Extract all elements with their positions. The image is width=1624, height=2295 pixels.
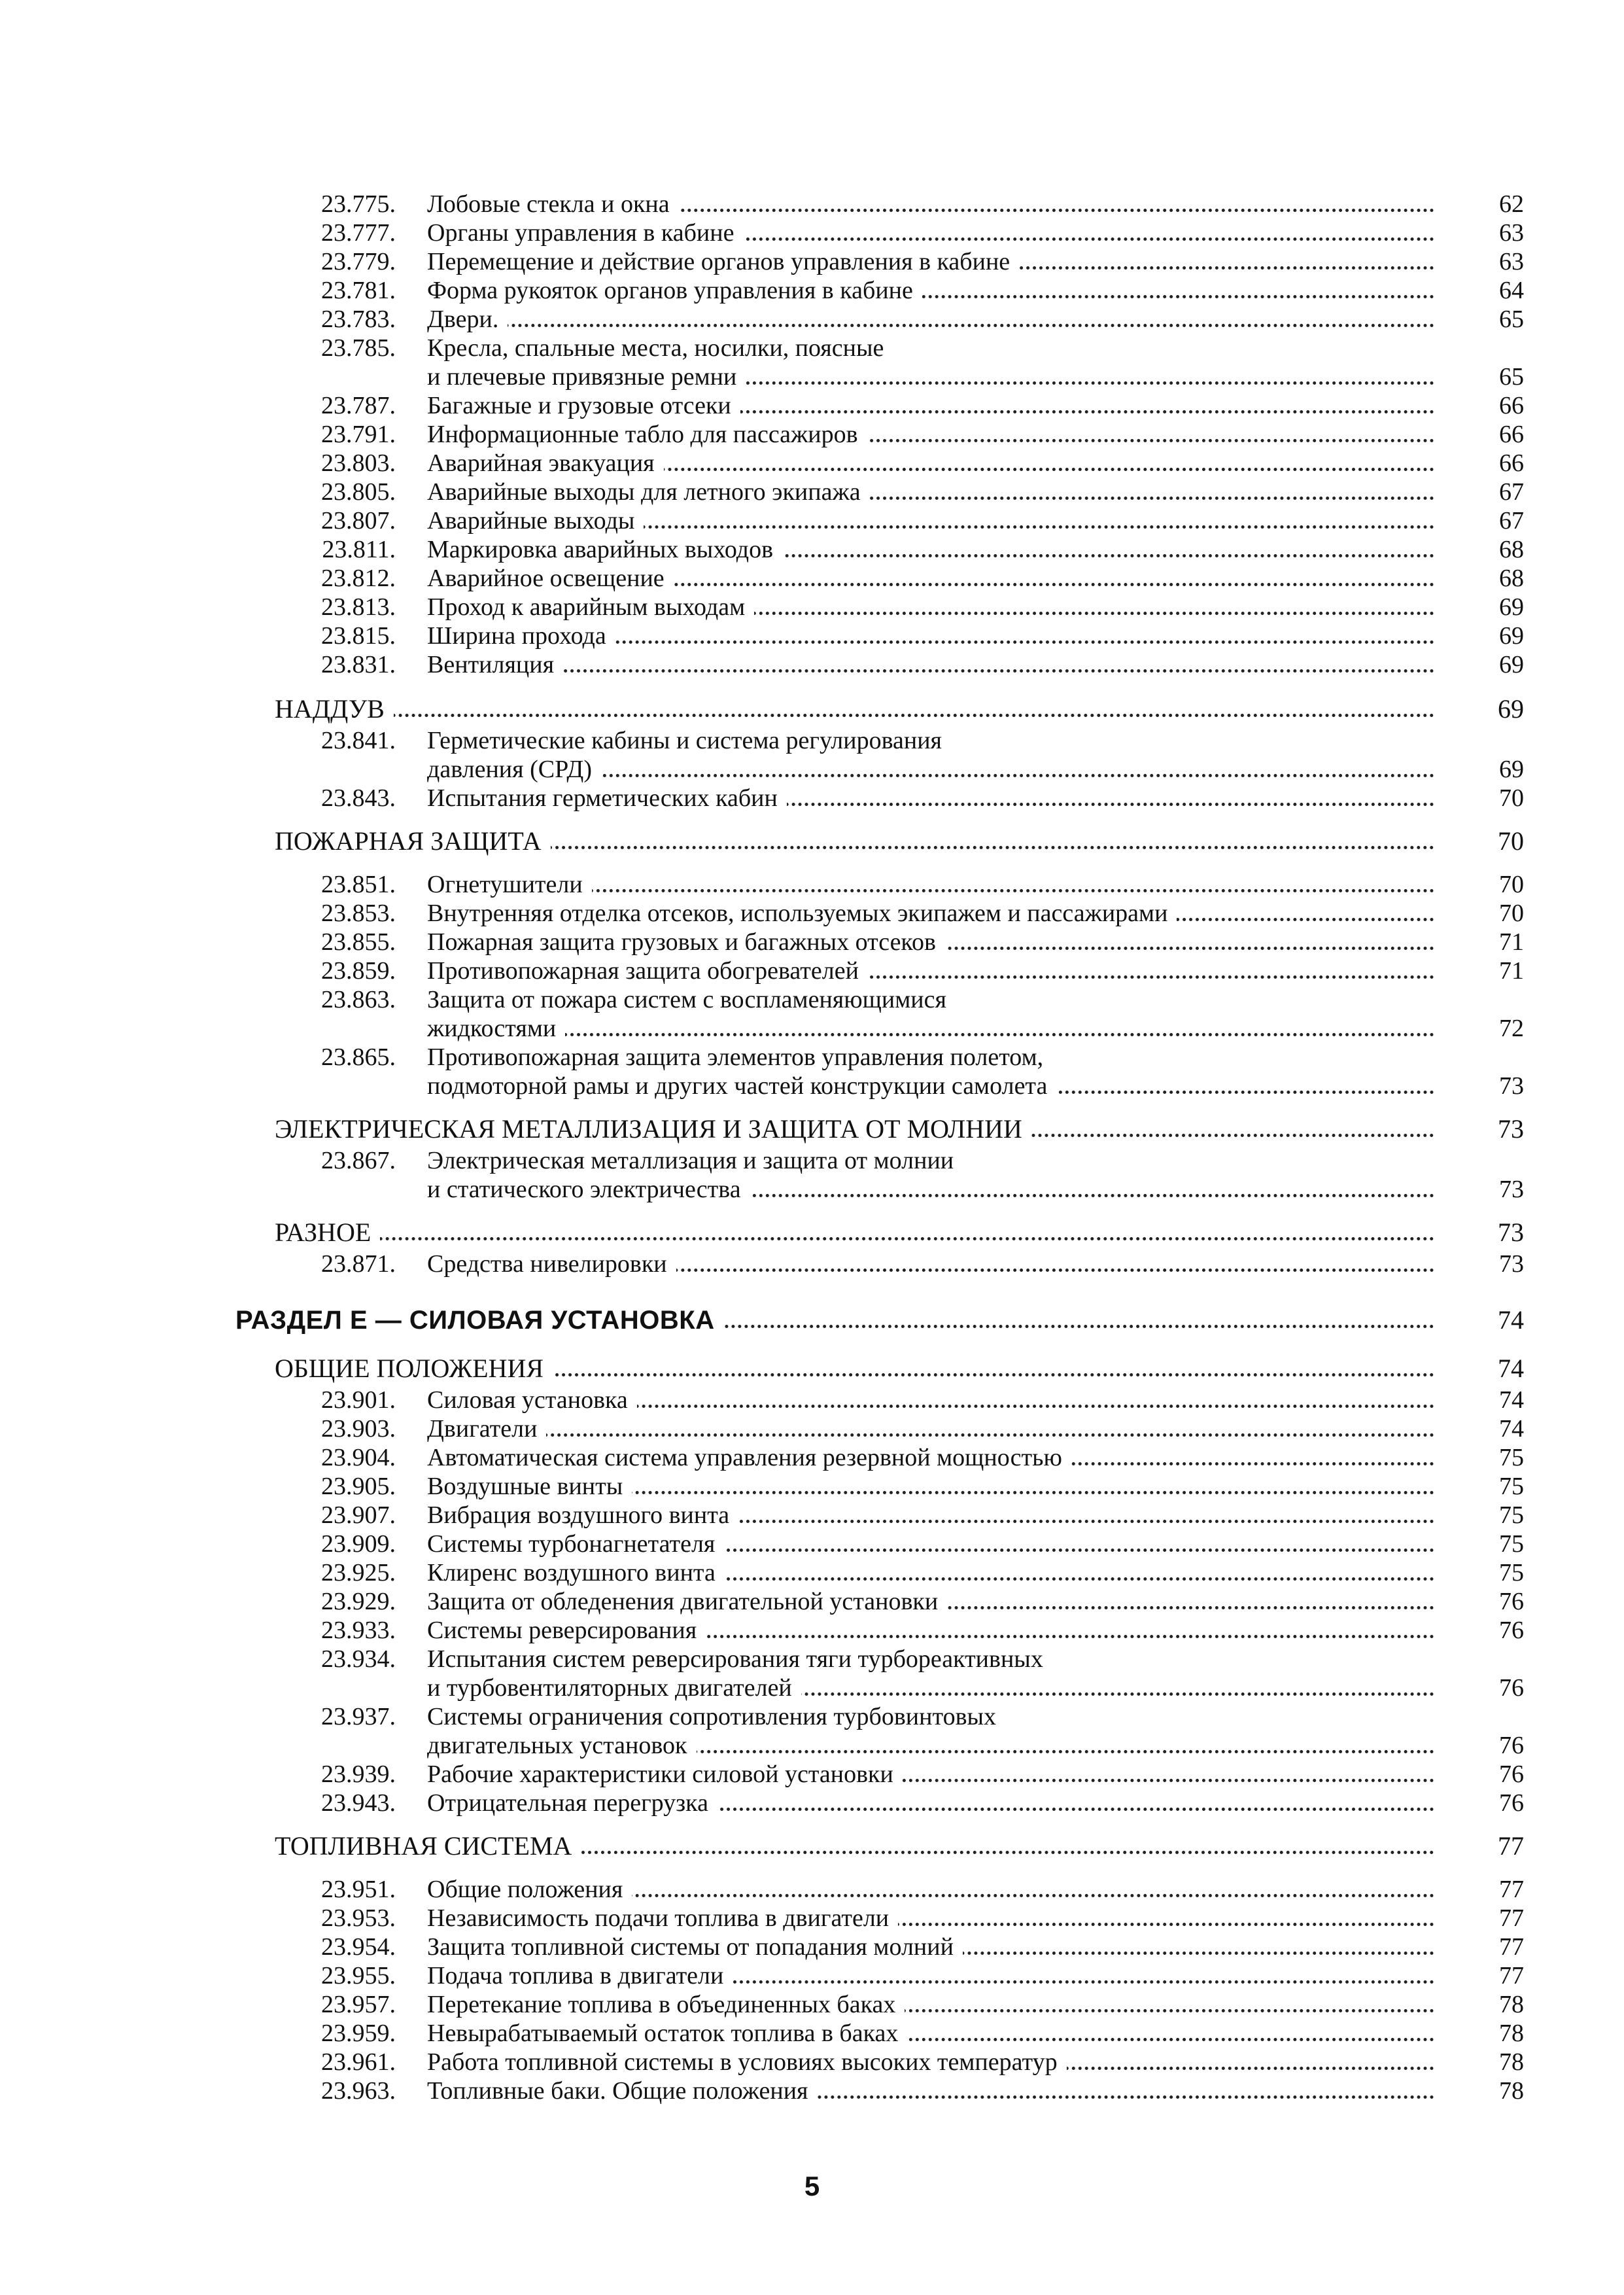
toc-page-number: 63 — [1499, 248, 1524, 275]
toc-page-number: 69 — [1498, 694, 1524, 724]
toc-entry-number: 23.957. — [321, 1991, 396, 2018]
toc-page-number: 77 — [1498, 1831, 1524, 1861]
dot-leader — [427, 1033, 1434, 1036]
toc-entry-title: Лобовые стекла и окна — [427, 190, 1434, 219]
toc-page-number: 75 — [1499, 1530, 1524, 1558]
toc-page-number: 72 — [1499, 1015, 1524, 1042]
toc-entry-title: Клиренс воздушного винта — [427, 1558, 1434, 1587]
toc-entry-number: 23.843. — [321, 784, 396, 812]
toc-page-number: 74 — [1499, 1386, 1524, 1414]
toc-page-number: 75 — [1499, 1444, 1524, 1471]
toc-entry-title: Общие положения — [427, 1875, 1434, 1904]
toc-page-number: 69 — [1499, 622, 1524, 650]
toc-entry-title: Вентиляция — [427, 650, 1434, 679]
toc-page-number: 68 — [1499, 565, 1524, 592]
toc-entry-title: ТОПЛИВНАЯ СИСТЕМА — [275, 1832, 1434, 1861]
toc-page-number: 76 — [1499, 1732, 1524, 1759]
toc-entry-title: Перемещение и действие органов управления в кабине — [427, 247, 1434, 276]
toc-entry-number: 23.907. — [321, 1501, 396, 1529]
toc-entry-number: 23.785. — [321, 334, 396, 362]
toc-entry-number: 23.831. — [321, 651, 396, 678]
toc-entry-number: 23.775. — [321, 190, 396, 218]
toc-entry-title: Системы ограничения сопротивления турбовинтовых — [427, 1702, 1434, 1731]
dot-leader — [427, 669, 1434, 673]
toc-entry-title: Вибрация воздушного винта — [427, 1501, 1434, 1530]
toc-page-number: 76 — [1499, 1617, 1524, 1644]
toc-page-number: 71 — [1499, 957, 1524, 985]
toc-entry-title: Проход к аварийным выходам — [427, 593, 1434, 622]
toc-page-number: 71 — [1499, 928, 1524, 956]
toc-entry-title: Герметические кабины и система регулирования — [427, 726, 1434, 755]
toc-page-number: 69 — [1499, 756, 1524, 783]
toc-entry-title: РАЗДЕЛ Е — СИЛОВАЯ УСТАНОВКА — [235, 1306, 1434, 1335]
toc-entry-number: 23.951. — [321, 1876, 396, 1903]
toc-entry-number: 23.937. — [321, 1703, 396, 1730]
toc-page-number: 78 — [1499, 1991, 1524, 2018]
toc-entry-title: ОБЩИЕ ПОЛОЖЕНИЯ — [275, 1354, 1434, 1383]
toc-page-number: 73 — [1499, 1250, 1524, 1278]
toc-entry-number: 23.909. — [321, 1530, 396, 1558]
toc-page-number: 73 — [1498, 1218, 1524, 1247]
toc-page-number: 76 — [1499, 1761, 1524, 1788]
toc-page-number: 76 — [1499, 1588, 1524, 1615]
toc-entry-number: 23.783. — [321, 306, 396, 333]
toc-entry-title: Двери. — [427, 305, 1434, 334]
toc-entry-number: 23.939. — [321, 1761, 396, 1788]
toc-entry-title: Ширина прохода — [427, 622, 1434, 650]
toc-entry-number: 23.781. — [321, 277, 396, 304]
toc-entry-number: 23.955. — [321, 1962, 396, 1989]
toc-entry-number: 23.851. — [321, 871, 396, 898]
toc-page-number: 76 — [1499, 1789, 1524, 1817]
toc-entry-title: Пожарная защита грузовых и багажных отсеков — [427, 928, 1434, 956]
toc-page-number: 74 — [1498, 1354, 1524, 1383]
toc-entry-number: 23.933. — [321, 1617, 396, 1644]
toc-page-number: 74 — [1499, 1415, 1524, 1443]
page-number: 5 — [804, 2171, 820, 2201]
toc-entry-title: Испытания систем реверсирования тяги турбореактивных — [427, 1645, 1434, 1673]
toc-entry-number: 23.811. — [322, 536, 396, 563]
toc-entry-title: Отрицательная перегрузка — [427, 1789, 1434, 1817]
toc-entry-number: 23.813. — [321, 593, 396, 621]
toc-page-number: 70 — [1498, 826, 1524, 856]
toc-entry-title: Системы реверсирования — [427, 1616, 1434, 1645]
dot-leader — [427, 324, 1434, 327]
toc-page-number: 77 — [1499, 1876, 1524, 1903]
toc-page-number: 63 — [1499, 219, 1524, 247]
toc-page-number: 73 — [1499, 1072, 1524, 1100]
toc-entry-title: Аварийные выходы для летного экипажа — [427, 478, 1434, 506]
toc-page-number: 66 — [1499, 392, 1524, 419]
toc-entry-title: Огнетушители — [427, 870, 1434, 899]
toc-entry-number: 23.905. — [321, 1473, 396, 1500]
toc-entry-title: Багажные и грузовые отсеки — [427, 391, 1434, 420]
toc-entry-title: Аварийные выходы — [427, 506, 1434, 535]
toc-page-number: 67 — [1499, 478, 1524, 506]
toc-entry-title: Форма рукояток органов управления в кабине — [427, 276, 1434, 305]
toc-page-number: 66 — [1499, 421, 1524, 448]
toc-entry-title: и плечевые привязные ремни — [427, 362, 1434, 391]
toc-entry-number: 23.803. — [321, 449, 396, 477]
toc-entry-number: 23.863. — [321, 986, 396, 1013]
toc-entry-title: Независимость подачи топлива в двигатели — [427, 1904, 1434, 1933]
toc-page-number: 73 — [1498, 1114, 1524, 1144]
toc-entry-number: 23.815. — [321, 622, 396, 650]
toc-page-number: 68 — [1499, 536, 1524, 563]
toc-entry-title: двигательных установок — [427, 1731, 1434, 1760]
toc-entry-number: 23.904. — [321, 1444, 396, 1471]
toc-entry-number: 23.777. — [321, 219, 396, 247]
toc-entry-number: 23.871. — [321, 1250, 396, 1278]
toc-entry-title: Защита от пожара систем с воспламеняющимися — [427, 985, 1434, 1014]
toc-entry-number: 23.807. — [321, 507, 396, 534]
toc-page-number: 69 — [1499, 593, 1524, 621]
toc-page-number: 77 — [1499, 1962, 1524, 1989]
toc-entry-title: Подача топлива в двигатели — [427, 1961, 1434, 1990]
toc-page-number: 66 — [1499, 449, 1524, 477]
toc-entry-title: Системы турбонагнетателя — [427, 1530, 1434, 1558]
toc-entry-title: Топливные баки. Общие положения — [427, 2076, 1434, 2105]
toc-entry-title: Воздушные винты — [427, 1472, 1434, 1501]
toc-page-number: 65 — [1499, 306, 1524, 333]
toc-entry-number: 23.925. — [321, 1559, 396, 1586]
toc-entry-number: 23.812. — [321, 565, 396, 592]
toc-entry-title: Испытания герметических кабин — [427, 784, 1434, 813]
toc-entry-title: ПОЖАРНАЯ ЗАЩИТА — [275, 827, 1434, 856]
toc-page-number: 77 — [1499, 1904, 1524, 1932]
toc-page-number: 75 — [1499, 1559, 1524, 1586]
dot-leader — [275, 714, 1434, 717]
toc-entry-number: 23.963. — [321, 2077, 396, 2105]
toc-page-number: 78 — [1499, 2048, 1524, 2076]
toc-entry-title: и турбовентиляторных двигателей — [427, 1673, 1434, 1702]
toc-entry-title: подмоторной рамы и других частей конструкции самолета — [427, 1072, 1434, 1100]
toc-entry-number: 23.791. — [321, 421, 396, 448]
toc-page-number: 78 — [1499, 2077, 1524, 2105]
toc-entry-title: РАЗНОЕ — [275, 1218, 1434, 1247]
toc-entry-title: Маркировка аварийных выходов — [427, 535, 1434, 564]
toc-entry-title: Аварийная эвакуация — [427, 449, 1434, 478]
toc-page-number: 70 — [1499, 871, 1524, 898]
toc-entry-number: 23.841. — [321, 727, 396, 754]
toc-page-number: 70 — [1499, 784, 1524, 812]
toc-entry-number: 23.855. — [321, 928, 396, 956]
toc-page-number: 62 — [1499, 190, 1524, 218]
toc-page-number: 75 — [1499, 1501, 1524, 1529]
toc-page-number: 64 — [1499, 277, 1524, 304]
toc-entry-title: давления (СРД) — [427, 755, 1434, 784]
toc-entry-title: Кресла, спальные места, носилки, поясные — [427, 334, 1434, 362]
toc-entry-number: 23.867. — [321, 1147, 396, 1174]
toc-entry-number: 23.961. — [321, 2048, 396, 2076]
toc-page-number: 67 — [1499, 507, 1524, 534]
toc-entry-number: 23.865. — [321, 1043, 396, 1071]
toc-entry-title: Аварийное освещение — [427, 564, 1434, 593]
toc-entry-number: 23.934. — [321, 1645, 396, 1673]
toc-entry-number: 23.943. — [321, 1789, 396, 1817]
toc-entry-title: и статического электричества — [427, 1175, 1434, 1204]
toc-entry-title: Противопожарная защита обогревателей — [427, 956, 1434, 985]
toc-entry-title: Работа топливной системы в условиях высоких температур — [427, 2048, 1434, 2076]
toc-entry-number: 23.859. — [321, 957, 396, 985]
toc-entry-number: 23.805. — [321, 478, 396, 506]
toc-page-number: 73 — [1499, 1176, 1524, 1203]
toc-entry-title: НАДДУВ — [275, 695, 1434, 724]
toc-entry-title: Рабочие характеристики силовой установки — [427, 1760, 1434, 1789]
toc-entry-title: Внутренняя отделка отсеков, используемых экипажем и пассажирами — [427, 899, 1434, 928]
toc-entry-title: Автоматическая система управления резервной мощностью — [427, 1443, 1434, 1472]
toc-entry-title: жидкостями — [427, 1014, 1434, 1043]
dot-leader — [275, 1237, 1434, 1240]
toc-entry-title: Средства нивелировки — [427, 1250, 1434, 1278]
toc-entry-number: 23.959. — [321, 2020, 396, 2047]
toc-entry-number: 23.929. — [321, 1588, 396, 1615]
toc-entry-title: Двигатели — [427, 1414, 1434, 1443]
toc-entry-title: Противопожарная защита элементов управления полетом, — [427, 1043, 1434, 1072]
toc-entry-title: Защита топливной системы от попадания молний — [427, 1933, 1434, 1961]
toc-page-number: 75 — [1499, 1473, 1524, 1500]
toc-entry-number: 23.779. — [321, 248, 396, 275]
toc-entry-title: Невырабатываемый остаток топлива в баках — [427, 2019, 1434, 2048]
toc-entry-number: 23.954. — [321, 1933, 396, 1961]
toc-entry-title: Перетекание топлива в объединенных баках — [427, 1990, 1434, 2019]
toc-page-number: 77 — [1499, 1933, 1524, 1961]
toc-entry-number: 23.901. — [321, 1386, 396, 1414]
toc-page-number: 69 — [1499, 651, 1524, 678]
toc-page-number: 78 — [1499, 2020, 1524, 2047]
toc-entry-title: Информационные табло для пассажиров — [427, 420, 1434, 449]
toc-page-number: 65 — [1499, 363, 1524, 391]
toc-page-number: 70 — [1499, 900, 1524, 927]
toc-entry-title: ЭЛЕКТРИЧЕСКАЯ МЕТАЛЛИЗАЦИЯ И ЗАЩИТА ОТ МОЛНИИ — [275, 1115, 1434, 1144]
toc-entry-number: 23.853. — [321, 900, 396, 927]
toc-entry-number: 23.903. — [321, 1415, 396, 1443]
toc-page-number: 76 — [1499, 1674, 1524, 1702]
toc-page-number: 74 — [1498, 1305, 1524, 1335]
toc-entry-title: Защита от обледенения двигательной установки — [427, 1587, 1434, 1616]
toc-entry-number: 23.787. — [321, 392, 396, 419]
toc-entry-title: Органы управления в кабине — [427, 219, 1434, 247]
dot-leader — [427, 1433, 1434, 1437]
toc-entry-title: Силовая установка — [427, 1386, 1434, 1414]
toc-entry-number: 23.953. — [321, 1904, 396, 1932]
toc-entry-title: Электрическая металлизация и защита от молнии — [427, 1146, 1434, 1175]
